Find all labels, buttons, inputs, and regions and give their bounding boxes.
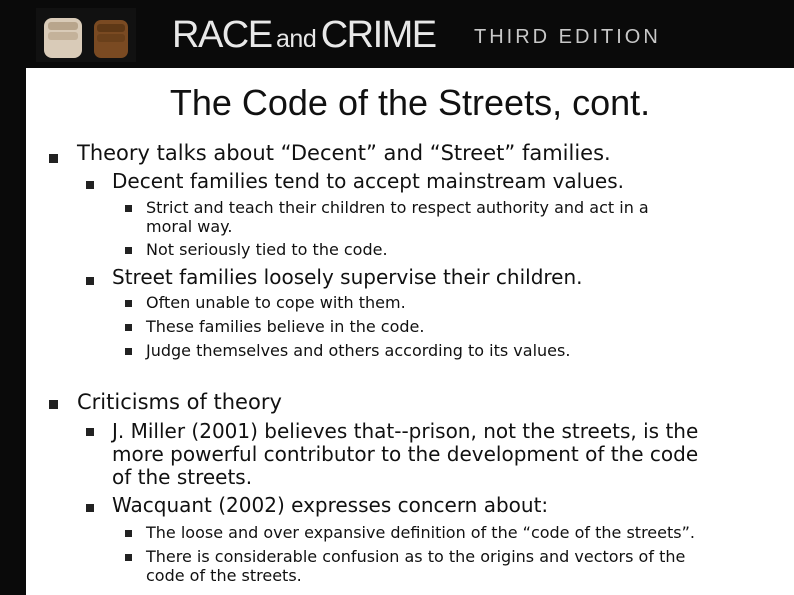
bullet-square-icon — [125, 348, 132, 355]
bullet-square-icon — [125, 247, 132, 254]
bullet-square-icon — [86, 181, 94, 189]
bullet-miller-line1: J. Miller (2001) believes that--prison, not the streets, is the — [112, 419, 699, 443]
header-banner — [0, 0, 794, 68]
bullet-miller-line3: of the streets. — [112, 465, 253, 489]
bullet-square-icon — [125, 324, 132, 331]
bullet-square-icon — [125, 554, 132, 561]
brand-race: RACE — [172, 14, 272, 56]
brand-crime: CRIME — [320, 14, 436, 56]
bullet-square-icon — [86, 428, 94, 436]
bullet-square-icon — [49, 154, 58, 163]
fists-photo-icon — [36, 8, 136, 62]
brand-logo — [172, 14, 436, 57]
bullet-square-icon — [125, 205, 132, 212]
bullet-square-icon — [125, 300, 132, 307]
bullet-wacquant: Wacquant (2002) expresses concern about: — [112, 493, 549, 517]
bullet-confusion-line1: There is considerable confusion as to the origins and vectors of the — [146, 547, 686, 566]
bullet-strict-line1: Strict and teach their children to respect authority and act in a — [146, 198, 649, 217]
edition-label: THIRD EDITION — [474, 26, 661, 48]
bullet-not-tied: Not seriously tied to the code. — [146, 240, 388, 259]
slide-title: The Code of the Streets, cont. — [169, 82, 651, 123]
left-border-bar — [0, 68, 26, 595]
bullet-theory: Theory talks about “Decent” and “Street” families. — [77, 141, 611, 165]
bullet-square-icon — [49, 400, 58, 409]
bullet-criticisms: Criticisms of theory — [77, 390, 282, 414]
bullet-miller-line2: more powerful contributor to the development of the code — [112, 442, 699, 466]
bullet-confusion-line2: code of the streets. — [146, 566, 302, 585]
bullet-believe: These families believe in the code. — [146, 317, 425, 336]
bullet-decent: Decent families tend to accept mainstream values. — [112, 169, 624, 193]
bullet-strict-line2: moral way. — [146, 217, 233, 236]
brand-and: and — [276, 25, 317, 53]
bullet-square-icon — [86, 504, 94, 512]
bullet-square-icon — [125, 530, 132, 537]
bullet-square-icon — [86, 277, 94, 285]
bullet-judge: Judge themselves and others according to its values. — [146, 341, 571, 360]
bullet-unable: Often unable to cope with them. — [146, 293, 406, 312]
bullet-loose: The loose and over expansive definition of the “code of the streets”. — [146, 523, 695, 542]
bullet-street: Street families loosely supervise their children. — [112, 265, 583, 289]
